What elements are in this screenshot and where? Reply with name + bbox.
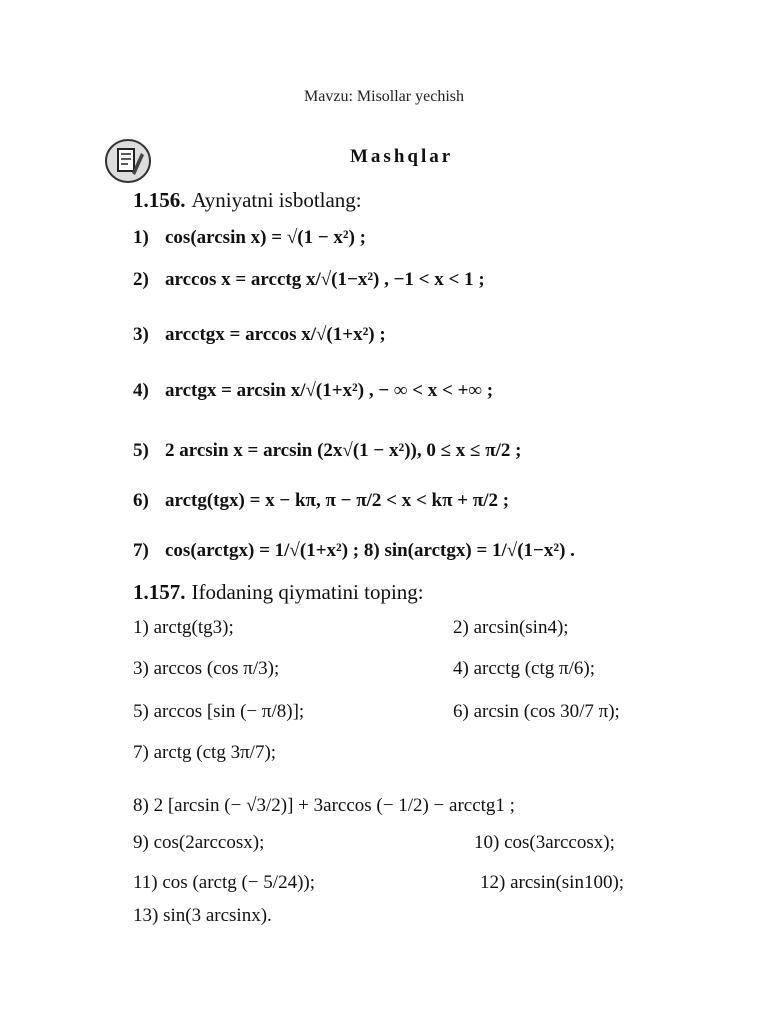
item-expression: arccos x = arcctg x/√(1−x²) , −1 < x < 1 ; xyxy=(165,269,485,290)
page-header: Mavzu: Misollar yechish xyxy=(304,88,464,105)
table-row-left: 3) arccos (cos π/3); xyxy=(133,658,280,679)
item-expression: cos(arcsin x) = √(1 − x²) ; xyxy=(165,227,367,248)
item-number: 6) xyxy=(133,490,149,511)
table-row-left: 9) cos(2arccosx); xyxy=(133,832,265,853)
list-item xyxy=(133,227,366,249)
exercise-book-icon xyxy=(105,139,151,183)
item-expression: 2 arcsin x = arcsin (2x√(1 − x²)), 0 ≤ x ≤ π/2 ; xyxy=(165,440,522,461)
problem-156-title xyxy=(133,188,362,213)
table-row-right: 2) arcsin(sin4); xyxy=(453,617,569,638)
problem-number: 1.157. xyxy=(133,580,186,604)
section-heading: Mashqlar xyxy=(350,146,454,167)
item-number: 4) xyxy=(133,380,149,401)
table-row-left: 1) arctg(tg3); xyxy=(133,617,234,638)
item-number: 7) xyxy=(133,540,149,561)
list-item xyxy=(133,490,509,512)
problem-157-title xyxy=(133,580,424,605)
list-item xyxy=(133,440,521,462)
list-item xyxy=(133,380,493,402)
item-expression: arcctgx = arccos x/√(1+x²) ; xyxy=(165,324,386,345)
item-number: 3) xyxy=(133,324,149,345)
item-expression: cos(arctgx) = 1/√(1+x²) ; 8) sin(arctgx) = 1/√(1−x²) . xyxy=(165,540,575,561)
list-item xyxy=(133,540,575,562)
table-row-right: 4) arcctg (ctg π/6); xyxy=(453,658,595,679)
table-row-left: 11) cos (arctg (− 5/24)); xyxy=(133,872,316,893)
item-number: 2) xyxy=(133,269,149,290)
table-row-right: 12) arcsin(sin100); xyxy=(480,872,625,893)
table-row-left: 7) arctg (ctg 3π/7); xyxy=(133,742,277,763)
problem-number: 1.156. xyxy=(133,188,186,212)
item-number: 5) xyxy=(133,440,149,461)
list-item xyxy=(133,324,386,346)
table-row-left: 8) 2 [arcsin (− √3/2)] + 3arccos (− 1/2) − arcctg1 ; xyxy=(133,795,515,816)
item-expression: arctg(tgx) = x − kπ, π − π/2 < x < kπ + π/2 ; xyxy=(165,490,510,511)
item-number: 1) xyxy=(133,227,149,248)
table-row-left: 13) sin(3 arcsinx). xyxy=(133,905,272,926)
table-row-right: 10) cos(3arccosx); xyxy=(474,832,615,853)
item-expression: arctgx = arcsin x/√(1+x²) , − ∞ < x < +∞ ; xyxy=(165,380,494,401)
table-row-right: 6) arcsin (cos 30/7 π); xyxy=(453,701,620,722)
problem-text: Ifodaning qiymatini toping: xyxy=(191,580,424,604)
problem-text: Ayniyatni isbotlang: xyxy=(191,188,362,212)
table-row-left: 5) arccos [sin (− π/8)]; xyxy=(133,701,305,722)
list-item xyxy=(133,269,485,291)
